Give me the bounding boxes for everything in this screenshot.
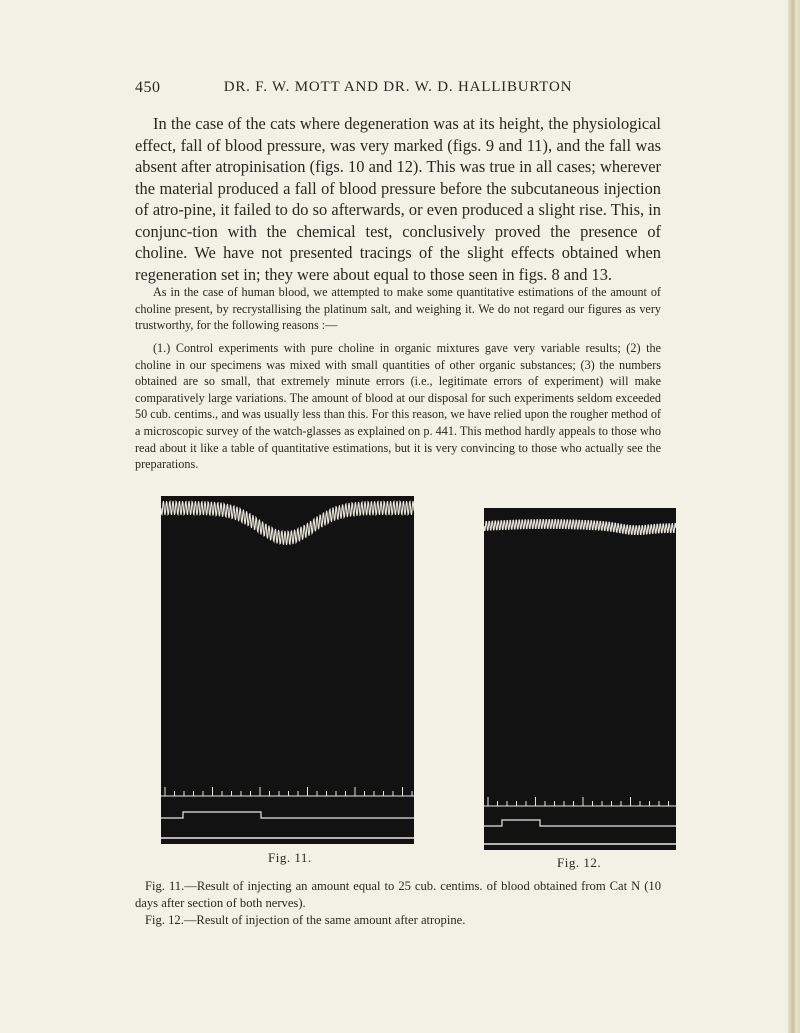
running-head	[135, 79, 661, 101]
time-marker-fig-12	[484, 797, 676, 806]
figure-12-caption: Fig. 12.—Result of injection of the same amount after atropine.	[145, 913, 466, 927]
note-paragraph-1: As in the case of human blood, we attempted to make some quantitative estimations of the amount of choline present, by recrystallising the platinum salt, and weighing it. We do not regard our figures as very trustworthy, for the following reasons :—	[135, 285, 661, 333]
tracing-svg-fig-11	[161, 496, 414, 844]
time-marker-fig-11	[161, 787, 414, 796]
note-paragraph-2: (1.) Control experiments with pure choline in organic mixtures gave very variable results; (2) the choline in our specimens was mixed with small quantities of other organic substances; (3) the numbers obtained are so small, that extremely minute errors (i.e., legitimate errors of experiment) will make comparatively large variations. The amount of blood at our disposal for such experiments seldom exceeded 50 cub. centims., and was usually less than this. For this reason, we have relied upon the rougher method of a microscopic survey of the watch-glasses as explained on p. 441. This method hardly appeals to those who read about it like a table of quantitative estimations, but it is very convincing to those who actually see the preparations.	[135, 341, 661, 472]
header-title: DR. F. W. MOTT AND DR. W. D. HALLIBURTON	[223, 79, 573, 95]
page-edge	[788, 0, 800, 1033]
page-number: 450	[135, 79, 161, 96]
figure-12-label: Fig. 12.	[557, 855, 602, 870]
figure-11-caption: Fig. 11.—Result of injecting an amount equal to 25 cub. centims. of blood obtained from Cat N (10 days after section of both nerves).	[135, 879, 661, 910]
body-paragraph: In the case of the cats where degeneration was at its height, the physiological effect, fall of blood pressure, was very marked (figs. 9 and 11), and the fall was absent after atropinisation (figs. 10 and 12). This was true in all cases; wherever the material produced a fall of blood pressure before the subcutaneous injection of atro-pine, it failed to do so afterwards, or even produced a slight rise. This, in conjunc-tion with the chemical test, conclusively proved the presence of choline. We have not presented tracings of the slight effects obtained when regeneration set in; they were about equal to those seen in figs. 8 and 13.	[135, 114, 661, 284]
injection-signal-fig-11	[161, 812, 414, 818]
blood-pressure-tracing-fig-12	[484, 508, 676, 850]
figure-11-label: Fig. 11.	[268, 850, 312, 865]
blood-pressure-tracing-fig-11	[161, 496, 414, 844]
pressure-trace-fig-11	[161, 501, 414, 545]
pressure-trace-fig-12	[484, 520, 676, 535]
tracing-svg-fig-12	[484, 508, 676, 850]
injection-signal-fig-12	[484, 820, 676, 826]
